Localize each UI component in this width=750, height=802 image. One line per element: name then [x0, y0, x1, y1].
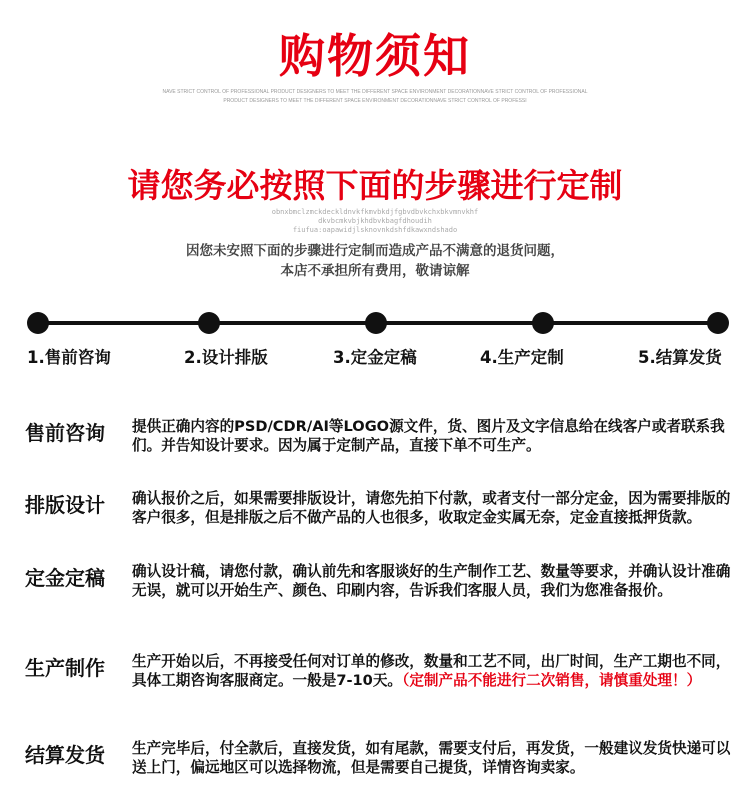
filler-line: obnxbmclzmckdeckldnvkfkmvbkdjfgbvdbvkchxbkvmnvkhf — [271, 208, 479, 216]
timeline-dot — [532, 312, 554, 334]
tagline-line-2: PRODUCT DESIGNERS TO MEET THE DIFFERENT SPACE ENVIRONMENT DECORATIONNAVE STRICT CONTROL OF PROFESSI — [223, 98, 527, 104]
warning-text: （定制产品不能进行二次销售，请慎重处理！） — [402, 672, 702, 689]
page-title: 购物须知 — [279, 29, 471, 83]
notice-text — [0, 241, 750, 281]
section-body: 生产完毕后，付全款后，直接发货，如有尾款，需要支付后，再发货，一般建议发货快递可以送上门，偏远地区可以选择物流，但是需要自己提货，详情咨询卖家。 — [132, 740, 731, 776]
step-3-label: 3.定金定稿 — [333, 348, 417, 367]
filler-line: fiufua:oapawidjlsknovnkdshfdkawxndshado — [292, 226, 458, 234]
timeline-dot — [198, 312, 220, 334]
section-heading: 定金定稿 — [25, 566, 105, 590]
section-heading: 排版设计 — [25, 493, 105, 517]
section-heading: 生产制作 — [25, 656, 105, 680]
section-body: 确认设计稿，请您付款，确认前先和客服谈好的生产制作工艺、数量等要求，并确认设计准确无误，就可以开始生产、颜色、印刷内容，告诉我们客服人员，我们为您准备报价。 — [132, 563, 731, 599]
step-2-label: 2.设计排版 — [184, 348, 268, 367]
section-heading: 结算发货 — [25, 743, 105, 767]
subtitle: 请您务必按照下面的步骤进行定制 — [127, 166, 623, 205]
notice-line: 因您未安照下面的步骤进行定制而造成产品不满意的退货问题， — [186, 243, 564, 259]
step-5-label: 5.结算发货 — [638, 348, 722, 367]
timeline-dot — [707, 312, 729, 334]
step-1-label: 1.售前咨询 — [27, 348, 111, 367]
timeline-dot — [27, 312, 49, 334]
section-heading: 售前咨询 — [25, 421, 105, 445]
notice-line: 本店不承担所有费用，敬请谅解 — [280, 263, 470, 279]
tagline-line-1: NAVE STRICT CONTROL OF PROFESSIONAL PRODUCT DESIGNERS TO MEET THE DIFFERENT SPACE ENVIRONMENT DECORATIONNAVE STRICT CONTROL OF PROFESSIONAL — [162, 89, 588, 95]
section-body: 确认报价之后，如果需要排版设计，请您先拍下付款，或者支付一部分定金，因为需要排版的客户很多，但是排版之后不做产品的人也很多，收取定金实属无奈，定金直接抵押货款。 — [132, 490, 731, 526]
section-body: 生产开始以后，不再接受任何对订单的修改，数量和工艺不同，出厂时间，生产工期也不同，具体工期咨询客服商定。一般是7-10天。 — [132, 653, 731, 689]
filler-text — [0, 208, 750, 235]
section-body-container — [132, 652, 744, 690]
section-body: 提供正确内容的PSD/CDR/AI等LOGO源文件，货、图片及文字信息给在线客户或者联系我们。并告知设计要求。因为属于定制产品，直接下单不可生产。 — [132, 418, 725, 454]
step-4-label: 4.生产定制 — [480, 348, 564, 367]
filler-line: dkvbcmkvbjkhdbvkbagfdhoudih — [318, 217, 432, 225]
timeline-dot — [365, 312, 387, 334]
